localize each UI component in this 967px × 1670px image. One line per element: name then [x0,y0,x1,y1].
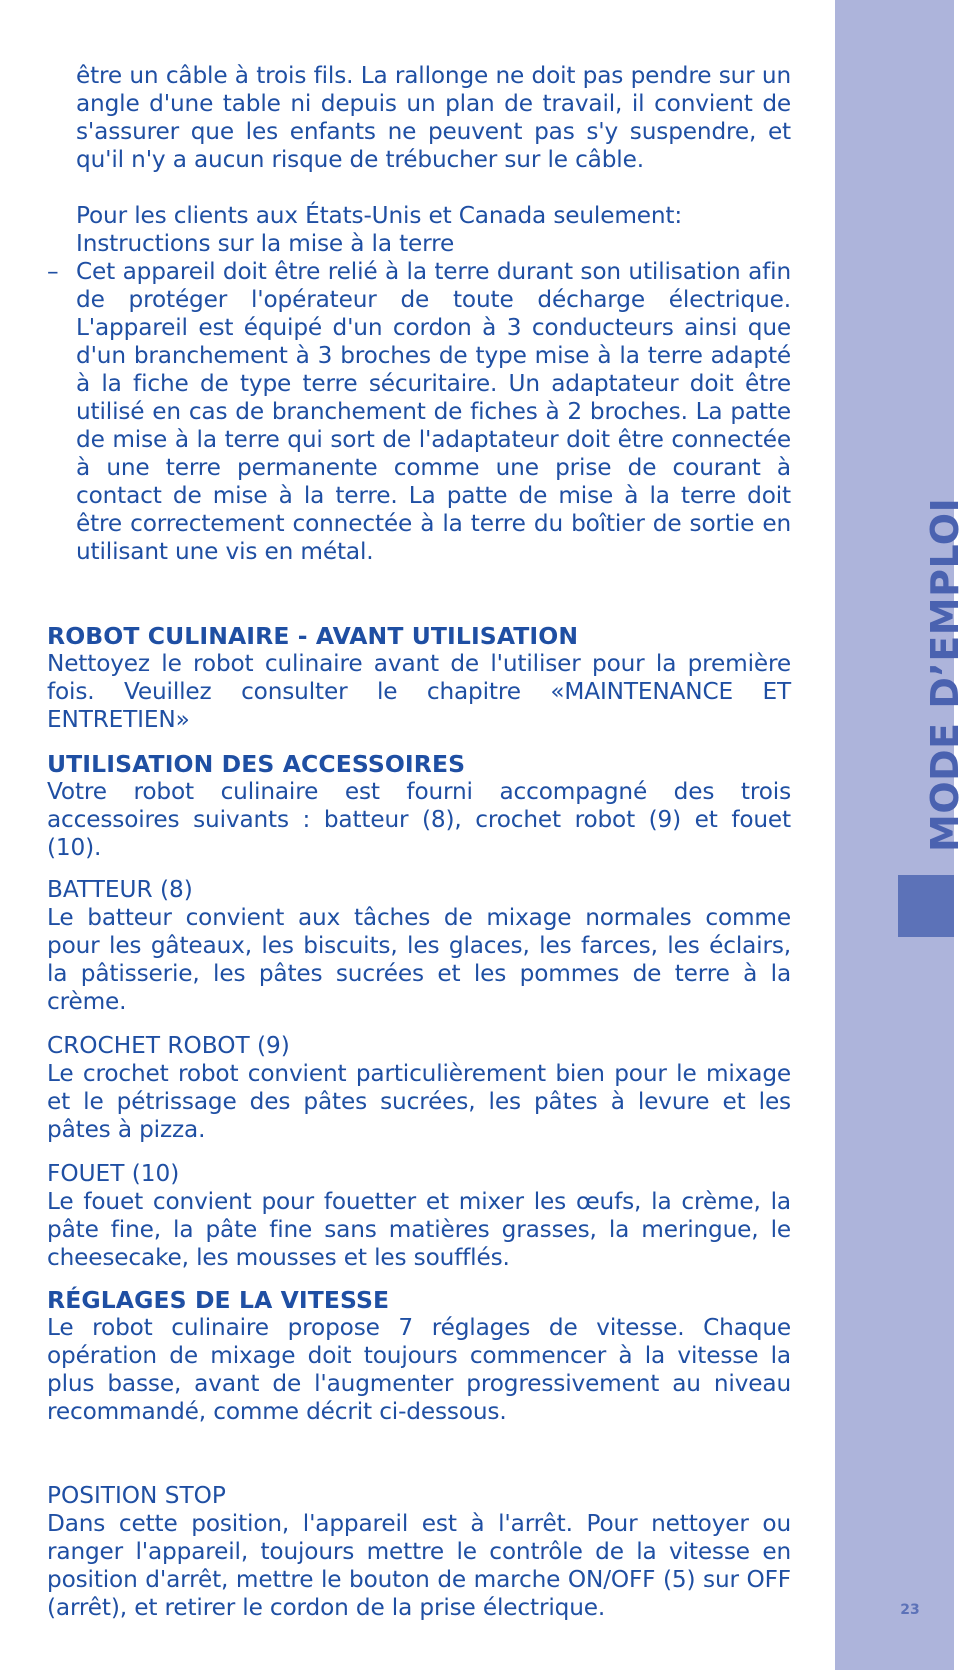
heading-speed: RÉGLAGES DE LA VITESSE [47,1286,390,1314]
before-use-text: Nettoyez le robot culinaire avant de l'utiliser pour la première fois. Veuillez consulter le chapitre «MAINTENANCE ET ENTRETIEN» [47,650,791,733]
crochet-title: CROCHET ROBOT (9) [47,1032,290,1059]
heading-accessories: UTILISATION DES ACCESSOIRES [47,750,466,778]
grounding-list-item [47,258,791,566]
heading-before-use: ROBOT CULINAIRE - AVANT UTILISATION [47,622,579,650]
us-canada-line2: Instructions sur la mise à la terre [76,230,455,257]
fouet-title: FOUET (10) [47,1160,180,1187]
speed-text: Le robot culinaire propose 7 réglages de vitesse. Chaque opération de mixage doit toujours commencer à la vitesse la plus basse, avant de l'augmenter progressivement au niveau recommandé, comme décrit ci-dessous. [47,1314,791,1425]
stop-title: POSITION STOP [47,1482,226,1509]
sidebar-tab-marker [898,875,954,937]
dash-bullet: – [47,258,59,285]
us-canada-line1: Pour les clients aux États-Unis et Canada seulement: [76,202,683,229]
accessories-text: Votre robot culinaire est fourni accompagné des trois accessoires suivants : batteur (8), crochet robot (9) et fouet (10). [47,778,791,861]
crochet-text: Le crochet robot convient particulièrement bien pour le mixage et le pétrissage des pâtes sucrées, les pâtes à levure et les pâtes à pizza. [47,1060,791,1143]
grounding-text: Cet appareil doit être relié à la terre durant son utilisation afin de protéger l'opérateur de toute décharge électrique. L'appareil est équipé d'un cordon à 3 conducteurs ainsi que d'un branchement à 3 broches de type mise à la terre adapté à la fiche de type terre sécuritaire. Un adaptateur doit être utilisé en cas de branchement de fiches à 2 broches. La patte de mise à la terre qui sort de l'adaptateur doit être connectée à une terre permanente comme une prise de courant à contact de mise à la terre. La patte de mise à la terre doit être correctement connectée à la terre du boîtier de sortie en utilisant une vis en métal. [76,258,791,565]
main-content [47,62,791,1622]
page-number: 23 [900,1602,920,1618]
stop-text: Dans cette position, l'appareil est à l'arrêt. Pour nettoyer ou ranger l'appareil, toujours mettre le contrôle de la vitesse en position d'arrêt, mettre le bouton de marche ON/OFF (5) sur OFF (arrêt), et retirer le cordon de la prise électrique. [47,1510,791,1621]
intro-continuation: être un câble à trois fils. La rallonge ne doit pas pendre sur un angle d'une table ni depuis un plan de travail, il convient de s'assurer que les enfants ne peuvent pas s'y suspendre, et qu'il n'y a aucun risque de trébucher sur le câble. [76,62,791,173]
section-title-vertical: MODE D’EMPLOI [923,497,967,852]
batteur-title: BATTEUR (8) [47,876,193,903]
fouet-text: Le fouet convient pour fouetter et mixer les œufs, la crème, la pâte fine, la pâte fine sans matières grasses, la meringue, le cheesecake, les mousses et les soufflés. [47,1188,791,1271]
batteur-text: Le batteur convient aux tâches de mixage normales comme pour les gâteaux, les biscuits, les glaces, les farces, les éclairs, la pâtisserie, les pâtes sucrées et les pommes de terre à la crème. [47,904,791,1015]
